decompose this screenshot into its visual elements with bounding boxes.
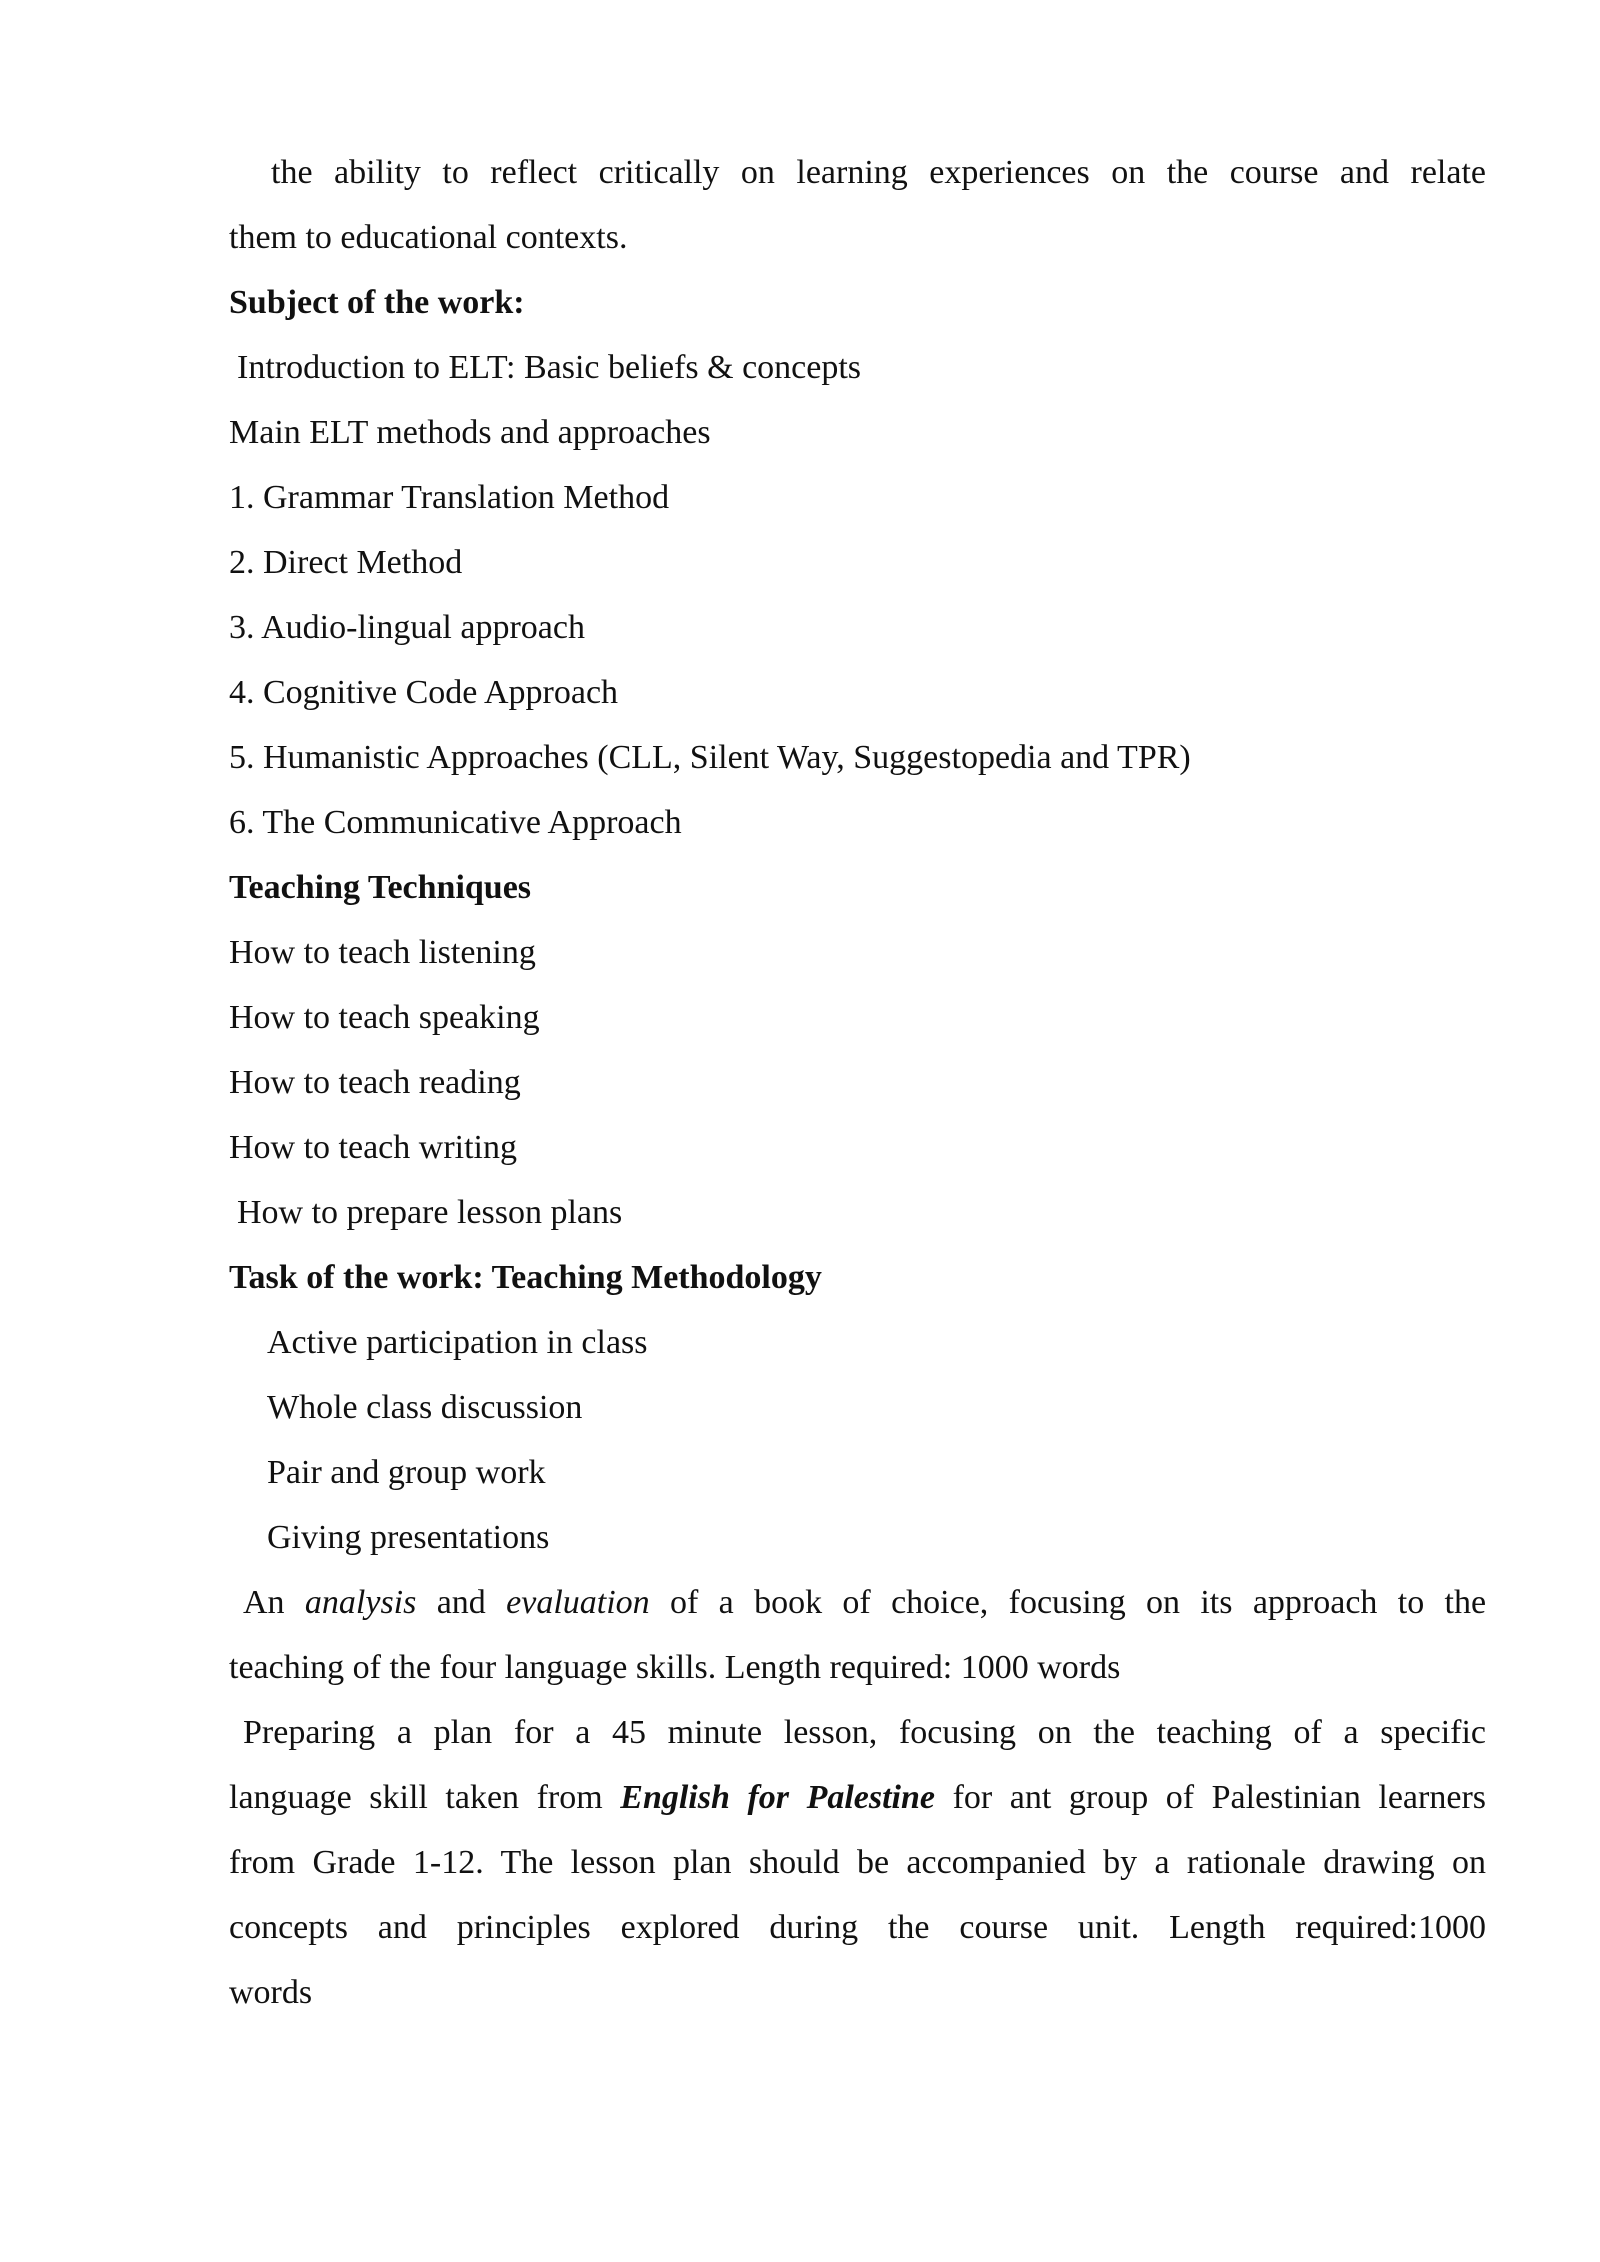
analysis-emphasis: analysis xyxy=(304,1584,417,1621)
method-item: 4. Cognitive Code Approach xyxy=(229,674,619,711)
analysis-word: An xyxy=(243,1584,285,1621)
technique-item: How to teach reading xyxy=(229,1064,521,1101)
intro-line-2: them to educational contexts. xyxy=(229,219,628,256)
method-item: 6. The Communicative Approach xyxy=(229,804,682,841)
task-item: Active participation in class xyxy=(267,1324,648,1361)
plan-line-2 xyxy=(229,1765,1486,1830)
plan-line-1: Preparing a plan for a 45 minute lesson, focusing on the teaching of a specific xyxy=(243,1714,1486,1751)
method-item: 1. Grammar Translation Method xyxy=(229,479,670,516)
technique-lesson-plans: How to prepare lesson plans xyxy=(237,1194,623,1231)
method-item: 3. Audio-lingual approach xyxy=(229,609,585,646)
techniques-heading: Teaching Techniques xyxy=(229,869,532,906)
subject-heading: Subject of the work: xyxy=(229,284,525,321)
task-item: Giving presentations xyxy=(267,1519,550,1556)
method-item: 2. Direct Method xyxy=(229,544,463,581)
task-heading: Task of the work: Teaching Methodology xyxy=(229,1259,822,1296)
plan-line-4: concepts and principles explored during the course unit. Length required:1000 xyxy=(229,1909,1486,1946)
plan-line-5: words xyxy=(229,1974,313,2011)
plan-line-3: from Grade 1-12. The lesson plan should be accompanied by a rationale drawing on xyxy=(229,1844,1486,1881)
technique-item: How to teach speaking xyxy=(229,999,540,1036)
intro-line-1: the ability to reflect critically on learning experiences on the course and relate xyxy=(271,154,1486,191)
technique-item: How to teach writing xyxy=(229,1129,517,1166)
task-item: Pair and group work xyxy=(267,1454,546,1491)
plan-line-2-post: for ant group of Palestinian learners xyxy=(952,1779,1486,1816)
analysis-rest: of a book of choice, focusing on its approach to the xyxy=(670,1584,1487,1621)
analysis-line-1 xyxy=(229,1570,1486,1635)
methods-heading: Main ELT methods and approaches xyxy=(229,414,711,451)
task-item: Whole class discussion xyxy=(267,1389,583,1426)
evaluation-emphasis: evaluation xyxy=(506,1584,650,1621)
method-item: 5. Humanistic Approaches (CLL, Silent Way, Suggestopedia and TPR) xyxy=(229,739,1191,776)
book-title: English for Palestine xyxy=(620,1779,935,1816)
document-page xyxy=(229,140,1486,2025)
subject-intro-item: Introduction to ELT: Basic beliefs & concepts xyxy=(237,349,862,386)
analysis-word: and xyxy=(436,1584,486,1621)
analysis-line-2: teaching of the four language skills. Length required: 1000 words xyxy=(229,1649,1121,1686)
plan-line-2-pre: language skill taken from xyxy=(229,1779,603,1816)
technique-item: How to teach listening xyxy=(229,934,536,971)
